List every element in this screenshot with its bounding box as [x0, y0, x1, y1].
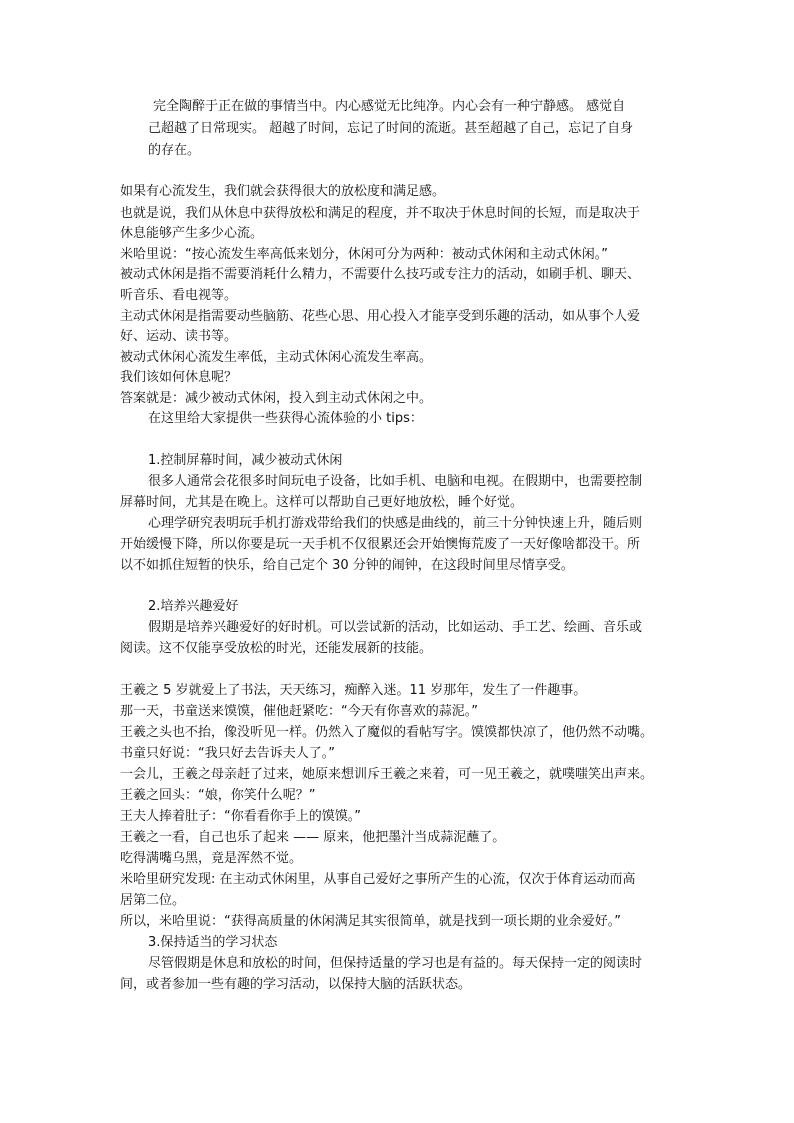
text-line: 所以，米哈里说：“获得高质量的休闲满足其实很简单，就是找到一项长期的业余爱好。”	[120, 914, 621, 929]
text-line: 完全陶醉于正在做的事情当中。内心感觉无比纯净。内心会有一种宁静感。 感觉自	[153, 99, 626, 114]
text-line: 如果有心流发生，我们就会获得很大的放松度和满足感。	[120, 184, 446, 199]
text-line: 答案就是：减少被动式休闲，投入到主动式休闲之中。	[120, 391, 433, 406]
text-line: 开始缓慢下降，所以你要是玩一天手机不仅很累还会开始懊悔荒废了一天好像啥都没干。所	[120, 537, 641, 552]
text-line: 以不如抓住短暂的快乐，给自己定个 30 分钟的闹钟，在这段时间里尽情享受。	[120, 558, 574, 573]
text-line: 好、运动、读书等。	[120, 329, 238, 344]
text-line: 假期是培养兴趣爱好的好时机。可以尝试新的活动，比如运动、手工艺、绘画、音乐或	[148, 620, 643, 635]
text-line: 听音乐、看电视等。	[120, 288, 238, 303]
text-line: 被动式休闲心流发生率低，主动式休闲心流发生率高。	[120, 350, 433, 365]
text-line: 王夫人捧着肚子：“你看看你手上的馍馍。”	[120, 809, 361, 824]
section-heading: 2.培养兴趣爱好	[148, 599, 239, 614]
text-line: 被动式休闲是指不需要消耗什么精力，不需要什么技巧或专注力的活动，如刷手机、聊天、	[120, 267, 641, 282]
text-line: 尽管假期是休息和放松的时间，但保持适量的学习也是有益的。每天保持一定的阅读时	[148, 956, 643, 971]
text-line: 心理学研究表明玩手机打游戏带给我们的快感是曲线的，前三十分钟快速上升，随后则	[148, 516, 643, 531]
text-line: 阅读。这不仅能享受放松的时光，还能发展新的技能。	[120, 641, 433, 656]
text-line: 王羲之头也不抬，像没听见一样。仍然入了魔似的看帖写字。馍馍都快凉了，他仍然不动嘴。	[120, 725, 654, 740]
text-line: 居第二位。	[120, 893, 186, 908]
text-line: 在这里给大家提供一些获得心流体验的小 tips：	[148, 411, 423, 426]
text-line: 己超越了日常现实。 超越了时间，忘记了时间的流逝。甚至超越了自己，忘记了自身	[148, 121, 634, 136]
text-line: 王羲之一看，自己也乐了起来 —— 原来，他把墨汁当成蒜泥蘸了。	[120, 830, 506, 845]
text-line: 也就是说，我们从休息中获得放松和满足的程度，并不取决于休息时间的长短，而是取决于	[120, 206, 641, 221]
text-line: 那一天，书童送来馍馍，催他赶紧吃：“今天有你喜欢的蒜泥。”	[120, 704, 478, 719]
text-line: 休息能够产生多少心流。	[120, 226, 264, 241]
text-line: 的存在。	[148, 143, 201, 158]
text-line: 米哈里研究发现: 在主动式休闲里，从事自己爱好之事所产生的心流，仅次于体育运动而高	[120, 872, 636, 887]
text-line: 一会儿，王羲之母亲赶了过来，她原来想训斥王羲之来着，可一见王羲之，就噗嗤笑出声来。	[120, 767, 654, 782]
text-line: 我们该如何休息呢？	[120, 370, 238, 385]
text-line: 王羲之 5 岁就爱上了书法，天天练习，痴醉入迷。11 岁那年，发生了一件趣事。	[120, 683, 587, 698]
text-line: 屏幕时间，尤其是在晚上。这样可以帮助自己更好地放松，睡个好觉。	[120, 495, 524, 510]
text-line: 吃得满嘴乌黑，竟是浑然不觉。	[120, 851, 303, 866]
section-heading: 1.控制屏幕时间，减少被动式休闲	[148, 453, 343, 468]
text-line: 王羲之回头：“娘，你笑什么呢？”	[120, 788, 316, 803]
text-line: 很多人通常会花很多时间玩电子设备，比如手机、电脑和电视。在假期中，也需要控制	[148, 474, 643, 489]
text-line: 书童只好说：“我只好去告诉夫人了。”	[120, 746, 335, 761]
text-line: 米哈里说：“按心流发生率高低来划分，休闲可分为两种：被动式休闲和主动式休闲。”	[120, 247, 608, 262]
text-line: 主动式休闲是指需要动些脑筋、花些心思、用心投入才能享受到乐趣的活动，如从事个人爱	[120, 309, 641, 324]
text-line: 间，或者参加一些有趣的学习活动，以保持大脑的活跃状态。	[120, 977, 472, 992]
section-heading: 3.保持适当的学习状态	[148, 935, 278, 950]
